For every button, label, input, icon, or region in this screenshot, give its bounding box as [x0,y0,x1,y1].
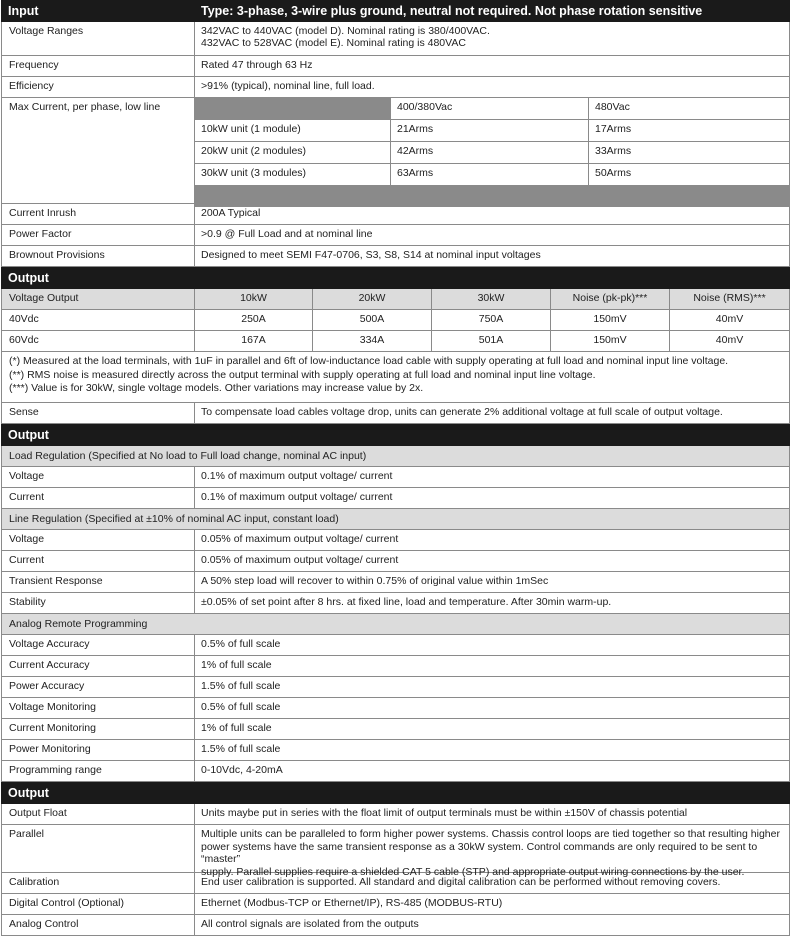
output-section-header [1,782,790,804]
value-cell: 150mV [551,331,670,351]
row-label: Voltage Monitoring [1,698,195,718]
row-value: ±0.05% of set point after 8 hrs. at fixed line, load and temperature. After 30min warm-up. [195,593,790,613]
row-value: >91% (typical), nominal line, full load. [195,77,790,97]
output-title: Output [8,428,49,442]
voltage-cell: 60Vdc [1,331,195,351]
table-row [1,310,790,331]
voltage-accuracy-row [1,635,790,656]
col-header: 20kW [313,289,432,309]
value-cell: 750A [432,310,551,330]
programming-range-row [1,761,790,782]
table-row [195,142,789,164]
line-reg-current-row [1,551,790,572]
row-value: 1% of full scale [195,656,790,676]
row-label: Analog Control [1,915,195,935]
current-cell: 50Arms [595,167,632,179]
value-cell: 334A [313,331,432,351]
row-value: 200A Typical [195,204,790,224]
input-section-header [1,0,790,22]
row-label: Transient Response [1,572,195,592]
digital-control-row [1,894,790,915]
row-value: 0.5% of full scale [195,635,790,655]
row-value: A 50% step load will recover to within 0.75% of original value within 1mSec [195,572,790,592]
row-value: >0.9 @ Full Load and at nominal line [195,225,790,245]
row-value: 1.5% of full scale [195,677,790,697]
max-current-table [195,98,790,203]
row-value: All control signals are isolated from the outputs [195,915,790,935]
row-value: To compensate load cables voltage drop, units can generate 2% additional voltage at full scale of output voltage. [195,403,790,423]
row-label: Efficiency [1,77,195,97]
row-value [195,22,790,55]
unit-cell: 10kW unit (1 module) [195,120,391,141]
voltage-cell: 40Vdc [1,310,195,330]
max-current-header [195,98,789,120]
current-cell: 33Arms [595,145,632,157]
row-value: End user calibration is supported. All standard and digital calibration can be performed without removing covers. [195,873,790,893]
row-label: Stability [1,593,195,613]
sense-row [1,403,790,424]
col-header: 10kW [195,289,313,309]
voltage-monitoring-row [1,698,790,719]
current-cell: 21Arms [391,120,589,141]
row-label: Current Monitoring [1,719,195,739]
row-label: Current [1,551,195,571]
row-label: Current Inrush [1,204,195,224]
analog-control-row [1,915,790,936]
line-regulation-subheader: Line Regulation (Specified at ±10% of nominal AC input, constant load) [1,509,790,530]
row-label: Frequency [1,56,195,76]
output-float-row [1,804,790,825]
current-cell: 17Arms [595,123,632,135]
value-cell: 500A [313,310,432,330]
row-value: 0-10Vdc, 4-20mA [195,761,790,781]
col-header: Voltage Output [1,289,195,309]
load-reg-current-row [1,488,790,509]
footnote: (***) Value is for 30kW, single voltage models. Other variations may increase value by 2x. [9,382,424,394]
row-value: Rated 47 through 63 Hz [195,56,790,76]
col-header: Noise (RMS)*** [670,289,790,309]
current-monitoring-row [1,719,790,740]
row-value: 1.5% of full scale [195,740,790,760]
row-label: Power Factor [1,225,195,245]
input-title: Input [8,4,39,18]
parallel-line: Multiple units can be paralleled to form higher power systems. Chassis control loops are tied together so that resulting higher [201,828,780,840]
spec-table [1,0,790,936]
row-label: Digital Control (Optional) [1,894,195,914]
parallel-row [1,825,790,878]
row-label: Max Current, per phase, low line [1,98,195,203]
efficiency-row [1,77,790,98]
output-section-header [1,267,790,289]
voltage-output-header [1,289,790,310]
row-label: Current [1,488,195,508]
brownout-row [1,246,790,267]
col-header: 480Vac [595,101,630,113]
max-current-corner [195,98,391,119]
row-label: Power Accuracy [1,677,195,697]
row-label: Calibration [1,873,195,893]
row-value: Designed to meet SEMI F47-0706, S3, S8, S14 at nominal input voltages [195,246,790,266]
value-cell: 40mV [670,331,790,351]
output-footnotes [1,352,790,403]
parallel-line: power systems have the same transient response as a 30kW system. Control commands are only required to be sent to “master” [201,840,758,865]
row-value: 0.1% of maximum output voltage/ current [195,488,790,508]
row-label: Output Float [1,804,195,824]
frequency-row [1,56,790,77]
row-value: Ethernet (Modbus-TCP or Ethernet/IP), RS-485 (MODBUS-RTU) [195,894,790,914]
value-cell: 250A [195,310,313,330]
col-header: 30kW [432,289,551,309]
current-cell: 63Arms [391,164,589,185]
row-label: Voltage Ranges [1,22,195,55]
value-cell: 40mV [670,310,790,330]
power-factor-row [1,225,790,246]
row-label: Parallel [1,825,195,872]
voltage-range-model-d: 342VAC to 440VAC (model D). Nominal rating is 380/400VAC. [201,25,490,37]
row-value: 0.5% of full scale [195,698,790,718]
row-value: 0.1% of maximum output voltage/ current [195,467,790,487]
max-current-row [1,98,790,204]
row-value: Units maybe put in series with the float limit of output terminals must be within ±150V of chassis potential [195,804,790,824]
load-regulation-subheader: Load Regulation (Specified at No load to Full load change, nominal AC input) [1,446,790,467]
parallel-line: supply. Parallel supplies require a shielded CAT 5 cable (STP) and appropriate output wiring connections by the user. [201,865,745,878]
output-title: Output [8,786,49,800]
input-type-text: Type: 3-phase, 3-wire plus ground, neutral not required. Not phase rotation sensitive [201,4,703,18]
value-cell: 150mV [551,310,670,330]
row-label: Sense [1,403,195,423]
calibration-row [1,873,790,894]
footnote: (**) RMS noise is measured directly across the output terminal with supply operating at full load and nominal input line voltage. [9,368,596,381]
analog-remote-subheader: Analog Remote Programming [1,614,790,635]
row-label: Voltage [1,530,195,550]
row-label: Current Accuracy [1,656,195,676]
output-section-header [1,424,790,446]
row-value: 0.05% of maximum output voltage/ current [195,530,790,550]
col-header: Noise (pk-pk)*** [551,289,670,309]
row-value: 1% of full scale [195,719,790,739]
current-cell: 42Arms [391,142,589,163]
table-row [195,120,789,142]
row-value [195,825,790,878]
line-reg-voltage-row [1,530,790,551]
row-value: 0.05% of maximum output voltage/ current [195,551,790,571]
row-label: Programming range [1,761,195,781]
power-monitoring-row [1,740,790,761]
power-accuracy-row [1,677,790,698]
current-accuracy-row [1,656,790,677]
row-label: Power Monitoring [1,740,195,760]
row-label: Voltage [1,467,195,487]
row-label: Brownout Provisions [1,246,195,266]
output-title: Output [8,271,49,285]
transient-response-row [1,572,790,593]
current-inrush-row [1,204,790,225]
col-header: 400/380Vac [391,98,589,119]
voltage-range-model-e: 432VAC to 528VAC (model E). Nominal rating is 480VAC [201,37,466,49]
table-row [195,164,789,186]
load-reg-voltage-row [1,467,790,488]
unit-cell: 30kW unit (3 modules) [195,164,391,185]
value-cell: 501A [432,331,551,351]
stability-row [1,593,790,614]
footnote: (*) Measured at the load terminals, with 1uF in parallel and 6ft of low-inductance load cable with supply operating at full load and nominal input line voltage. [9,355,729,367]
row-label: Voltage Accuracy [1,635,195,655]
value-cell: 167A [195,331,313,351]
voltage-ranges-row [1,22,790,56]
table-row [1,331,790,352]
unit-cell: 20kW unit (2 modules) [195,142,391,163]
